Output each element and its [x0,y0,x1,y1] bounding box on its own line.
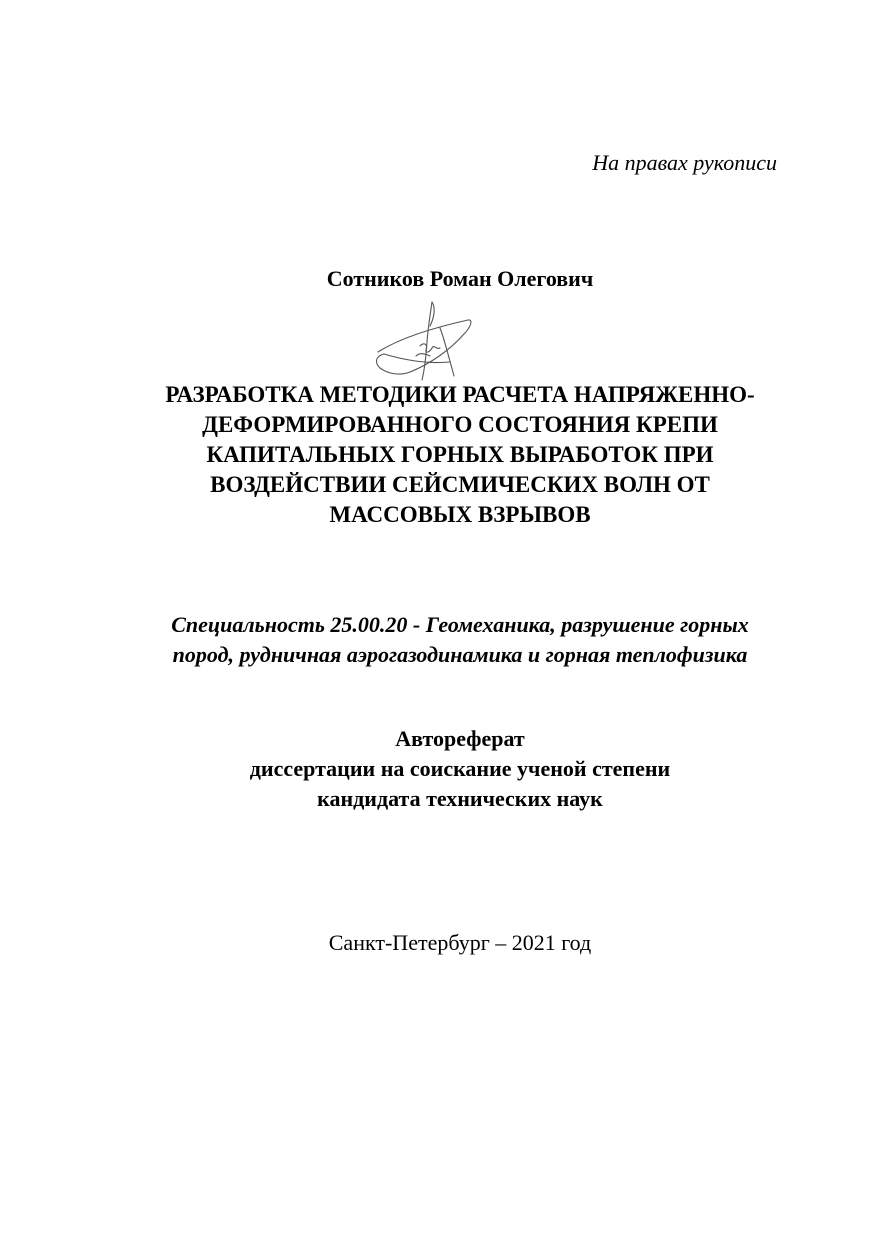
abstract-heading [160,724,760,814]
title-line: МАССОВЫХ ВЗРЫВОВ [329,502,591,527]
title-line: КАПИТАЛЬНЫХ ГОРНЫХ ВЫРАБОТОК ПРИ [206,442,714,467]
rights-note: На правах рукописи [592,150,777,175]
title-line: ВОЗДЕЙСТВИИ СЕЙСМИЧЕСКИХ ВОЛН ОТ [210,472,710,497]
abstract-line: кандидата технических наук [317,786,603,811]
specialty-line: пород, рудничная аэрогазодинамика и горная теплофизика [172,642,748,667]
city-year: Санкт-Петербург – 2021 год [328,930,592,955]
author-name: Сотников Роман Олегович [326,266,594,291]
specialty-line: Специальность 25.00.20 - Геомеханика, разрушение горных [171,612,749,637]
abstract-line: Автореферат [395,726,525,751]
specialty-text [100,610,820,670]
dissertation-title [110,380,810,530]
signature-icon [370,298,480,388]
abstract-line: диссертации на соискание ученой степени [249,756,671,781]
title-line: ДЕФОРМИРОВАННОГО СОСТОЯНИЯ КРЕПИ [202,412,718,437]
title-line: РАЗРАБОТКА МЕТОДИКИ РАСЧЕТА НАПРЯЖЕННО- [165,382,755,407]
